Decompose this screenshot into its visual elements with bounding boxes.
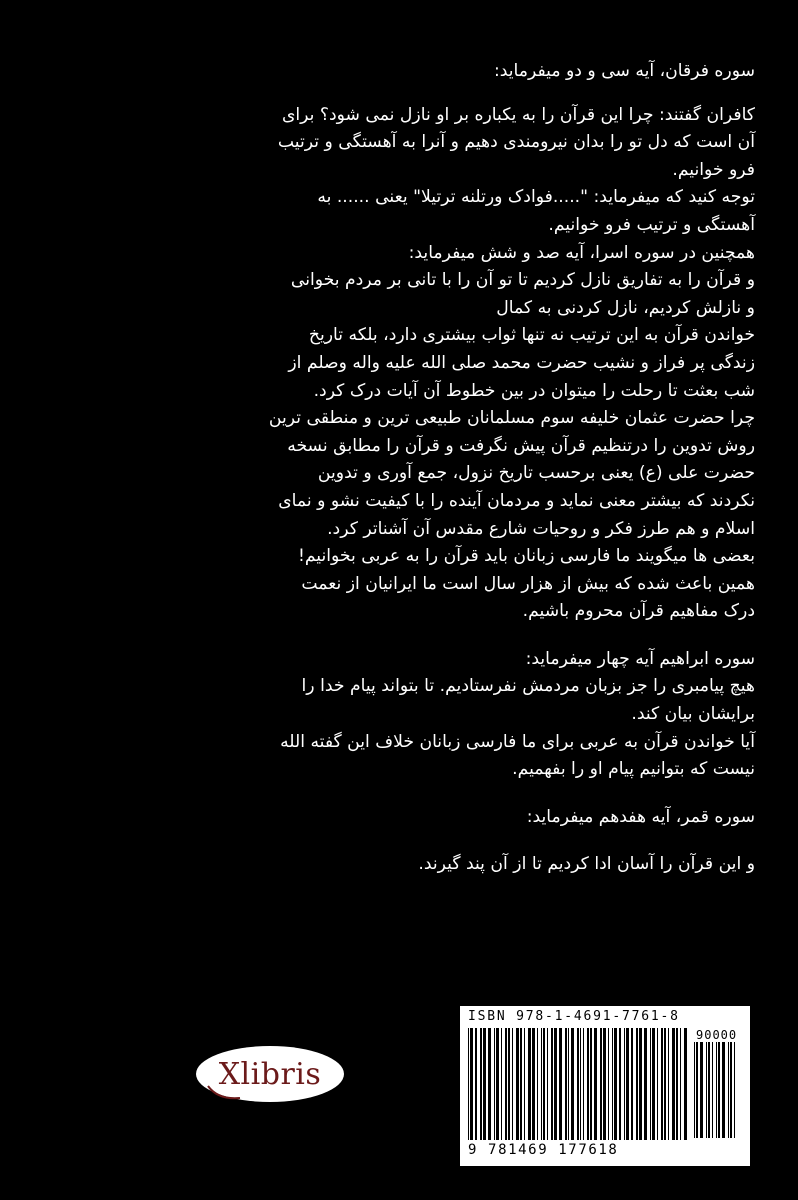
barcode-bar (694, 1042, 695, 1138)
text-line: چرا حضرت عثمان خلیفه سوم مسلمانان طبیعی ترین و منطقی ترین (268, 408, 755, 429)
text-line: بعضی ها میگویند ما فارسی زبانان باید قرآن را به عربی بخوانیم! (297, 546, 755, 567)
barcode (460, 1006, 750, 1166)
text-line: آیا خواندن قرآن به عربی برای ما فارسی زبانان خلاف این گفته الله (280, 731, 755, 752)
text-line: درک مفاهیم قرآن محروم باشیم. (522, 601, 755, 622)
paragraph-gap (165, 784, 755, 804)
text-line: آن است که دل تو را بدان نیرومندی دهیم و آنرا به آهستگی و ترتیب (277, 132, 755, 153)
text-line: خواندن قرآن به این ترتیب نه تنها ثواب بیشتری دارد، بلکه تاریخ (308, 325, 755, 346)
barcode-bar (547, 1028, 548, 1140)
barcode-bar (508, 1028, 510, 1140)
barcode-bar (541, 1028, 542, 1140)
barcode-bars (468, 1028, 690, 1140)
barcode-bar (520, 1028, 522, 1140)
barcode-bar (712, 1042, 713, 1138)
text-line: و این قرآن را آسان ادا کردیم تا از آن پند گیرند. (418, 854, 755, 875)
barcode-bar (480, 1028, 482, 1140)
barcode-bar (636, 1028, 638, 1140)
barcode-bar (483, 1028, 486, 1140)
barcode-bar (706, 1042, 707, 1138)
barcode-bar (516, 1028, 519, 1140)
publisher-logo-text: Xlibris (218, 1056, 322, 1092)
barcode-bar (672, 1028, 675, 1140)
barcode-bar (639, 1028, 642, 1140)
barcode-bar (650, 1028, 651, 1140)
text-line: همچنین در سوره اسرا، آیه صد و شش میفرماید: (408, 242, 755, 263)
barcode-bar (600, 1028, 602, 1140)
text-line: نکردند که بیشتر معنی نماید و مردمان آینده را با کیفیت نشو و نمای (278, 490, 755, 511)
barcode-bar (612, 1028, 613, 1140)
text-line: اسلام و هم طرز فکر و روحیات شارع مقدس آن آشناتر کرد. (327, 518, 755, 539)
text-line: فرو خوانیم. (672, 159, 755, 180)
barcode-bar (652, 1028, 655, 1140)
barcode-bar (716, 1042, 717, 1138)
text-line: شب بعثت تا رحلت را میتوان در بین خطوط آن آیات درک کرد. (313, 380, 755, 401)
text-line: و قرآن را به تفاریق نازل کردیم تا تو آن را با تانی بر مردم بخوانی (290, 270, 755, 291)
barcode-bar (580, 1028, 581, 1140)
barcode-bar (583, 1028, 584, 1140)
barcode-bar (528, 1028, 531, 1140)
barcode-bar (619, 1028, 621, 1140)
text-line: همین باعث شده که بیش از هزار سال است ما ایرانیان از نعمت (301, 573, 755, 594)
text-line: برایشان بیان کند. (631, 704, 755, 725)
barcode-bar (664, 1028, 666, 1140)
barcode-bar (587, 1028, 589, 1140)
barcode-bar (496, 1028, 499, 1140)
barcode-bar (644, 1028, 647, 1140)
barcode-bar (680, 1028, 681, 1140)
barcode-bar (475, 1028, 477, 1140)
barcode-bar (624, 1028, 625, 1140)
barcode-bar (684, 1028, 687, 1140)
barcode-bar (730, 1042, 732, 1138)
barcode-bar (661, 1028, 663, 1140)
text-line: سوره قمر، آیه هفدهم میفرماید: (526, 806, 755, 827)
barcode-bar (537, 1028, 538, 1140)
barcode-bar (594, 1028, 597, 1140)
text-line: توجه کنید که میفرماید: ".....فوادک ورتلنه ترتیلا" یعنی ...... به (317, 187, 755, 208)
barcode-bar (571, 1028, 574, 1140)
barcode-bar (512, 1028, 513, 1140)
text-line: و نازلش کردیم، نازل کردنی به کمال (496, 297, 755, 318)
barcode-bar (568, 1028, 569, 1140)
isbn-label: ISBN 978-1-4691-7761-8 (468, 1009, 680, 1024)
barcode-bar (631, 1028, 633, 1140)
barcode-bar (505, 1028, 507, 1140)
text-line: نیست که بتوانیم پیام او را بفهمیم. (512, 759, 755, 780)
barcode-bar (696, 1042, 698, 1138)
barcode-bar (700, 1042, 703, 1138)
text-line: سوره ابراهیم آیه چهار میفرماید: (525, 648, 755, 669)
text-line: سوره فرقان، آیه سی و دو میفرماید: (493, 61, 755, 81)
barcode-bar (657, 1028, 658, 1140)
barcode-bar (708, 1042, 710, 1138)
barcode-bar (470, 1028, 473, 1140)
barcode-bar (554, 1028, 557, 1140)
barcode-bar (734, 1042, 735, 1138)
text-line: آهستگی و ترتیب فرو خوانیم. (548, 214, 755, 235)
paragraph-gap (165, 86, 755, 102)
barcode-bar (614, 1028, 617, 1140)
barcode-bar (626, 1028, 629, 1140)
text-line: زندگی پر فراز و نشیب حضرت محمد صلی الله علیه واله وصلم از (288, 352, 755, 373)
text-line: هیچ پیامبری را جز بزبان مردمش نفرستادیم. تا بتواند پیام خدا را (301, 676, 755, 697)
text-line: کافران گفتند: چرا این قرآن را به یکباره بر او نازل نمی شود؟ برای (281, 104, 755, 125)
barcode-bar (577, 1028, 579, 1140)
text-line: روش تدوین را درتنظیم قرآن پیش نگرفت و قرآن را مطابق نسخه (287, 435, 755, 456)
barcode-bar (603, 1028, 606, 1140)
barcode-bar (501, 1028, 502, 1140)
paragraph-gap (165, 626, 755, 646)
barcode-bar (728, 1042, 729, 1138)
barcode-bar (565, 1028, 567, 1140)
barcode-addon-label: 90000 (696, 1028, 738, 1042)
barcode-bar (676, 1028, 678, 1140)
barcode-bar (551, 1028, 553, 1140)
barcode-bar (608, 1028, 609, 1140)
barcode-bar (488, 1028, 491, 1140)
text-line: حضرت علی (ع) یعنی برحسب تاریخ نزول، جمع آوری و تدوین (317, 463, 755, 484)
barcode-bar (722, 1042, 725, 1138)
barcode-bar (718, 1042, 720, 1138)
barcode-bar (532, 1028, 535, 1140)
back-cover-text (165, 58, 755, 879)
barcode-bar (543, 1028, 545, 1140)
barcode-bar (494, 1028, 495, 1140)
paragraph-gap (165, 831, 755, 851)
barcode-bar (559, 1028, 562, 1140)
barcode-bar (524, 1028, 525, 1140)
barcode-bar (468, 1028, 469, 1140)
barcode-bar (590, 1028, 592, 1140)
barcode-digits: 9 781469 177618 (468, 1142, 619, 1158)
logo-swoosh-icon (206, 1082, 246, 1102)
barcode-addon-bars (694, 1042, 740, 1138)
barcode-bar (668, 1028, 669, 1140)
